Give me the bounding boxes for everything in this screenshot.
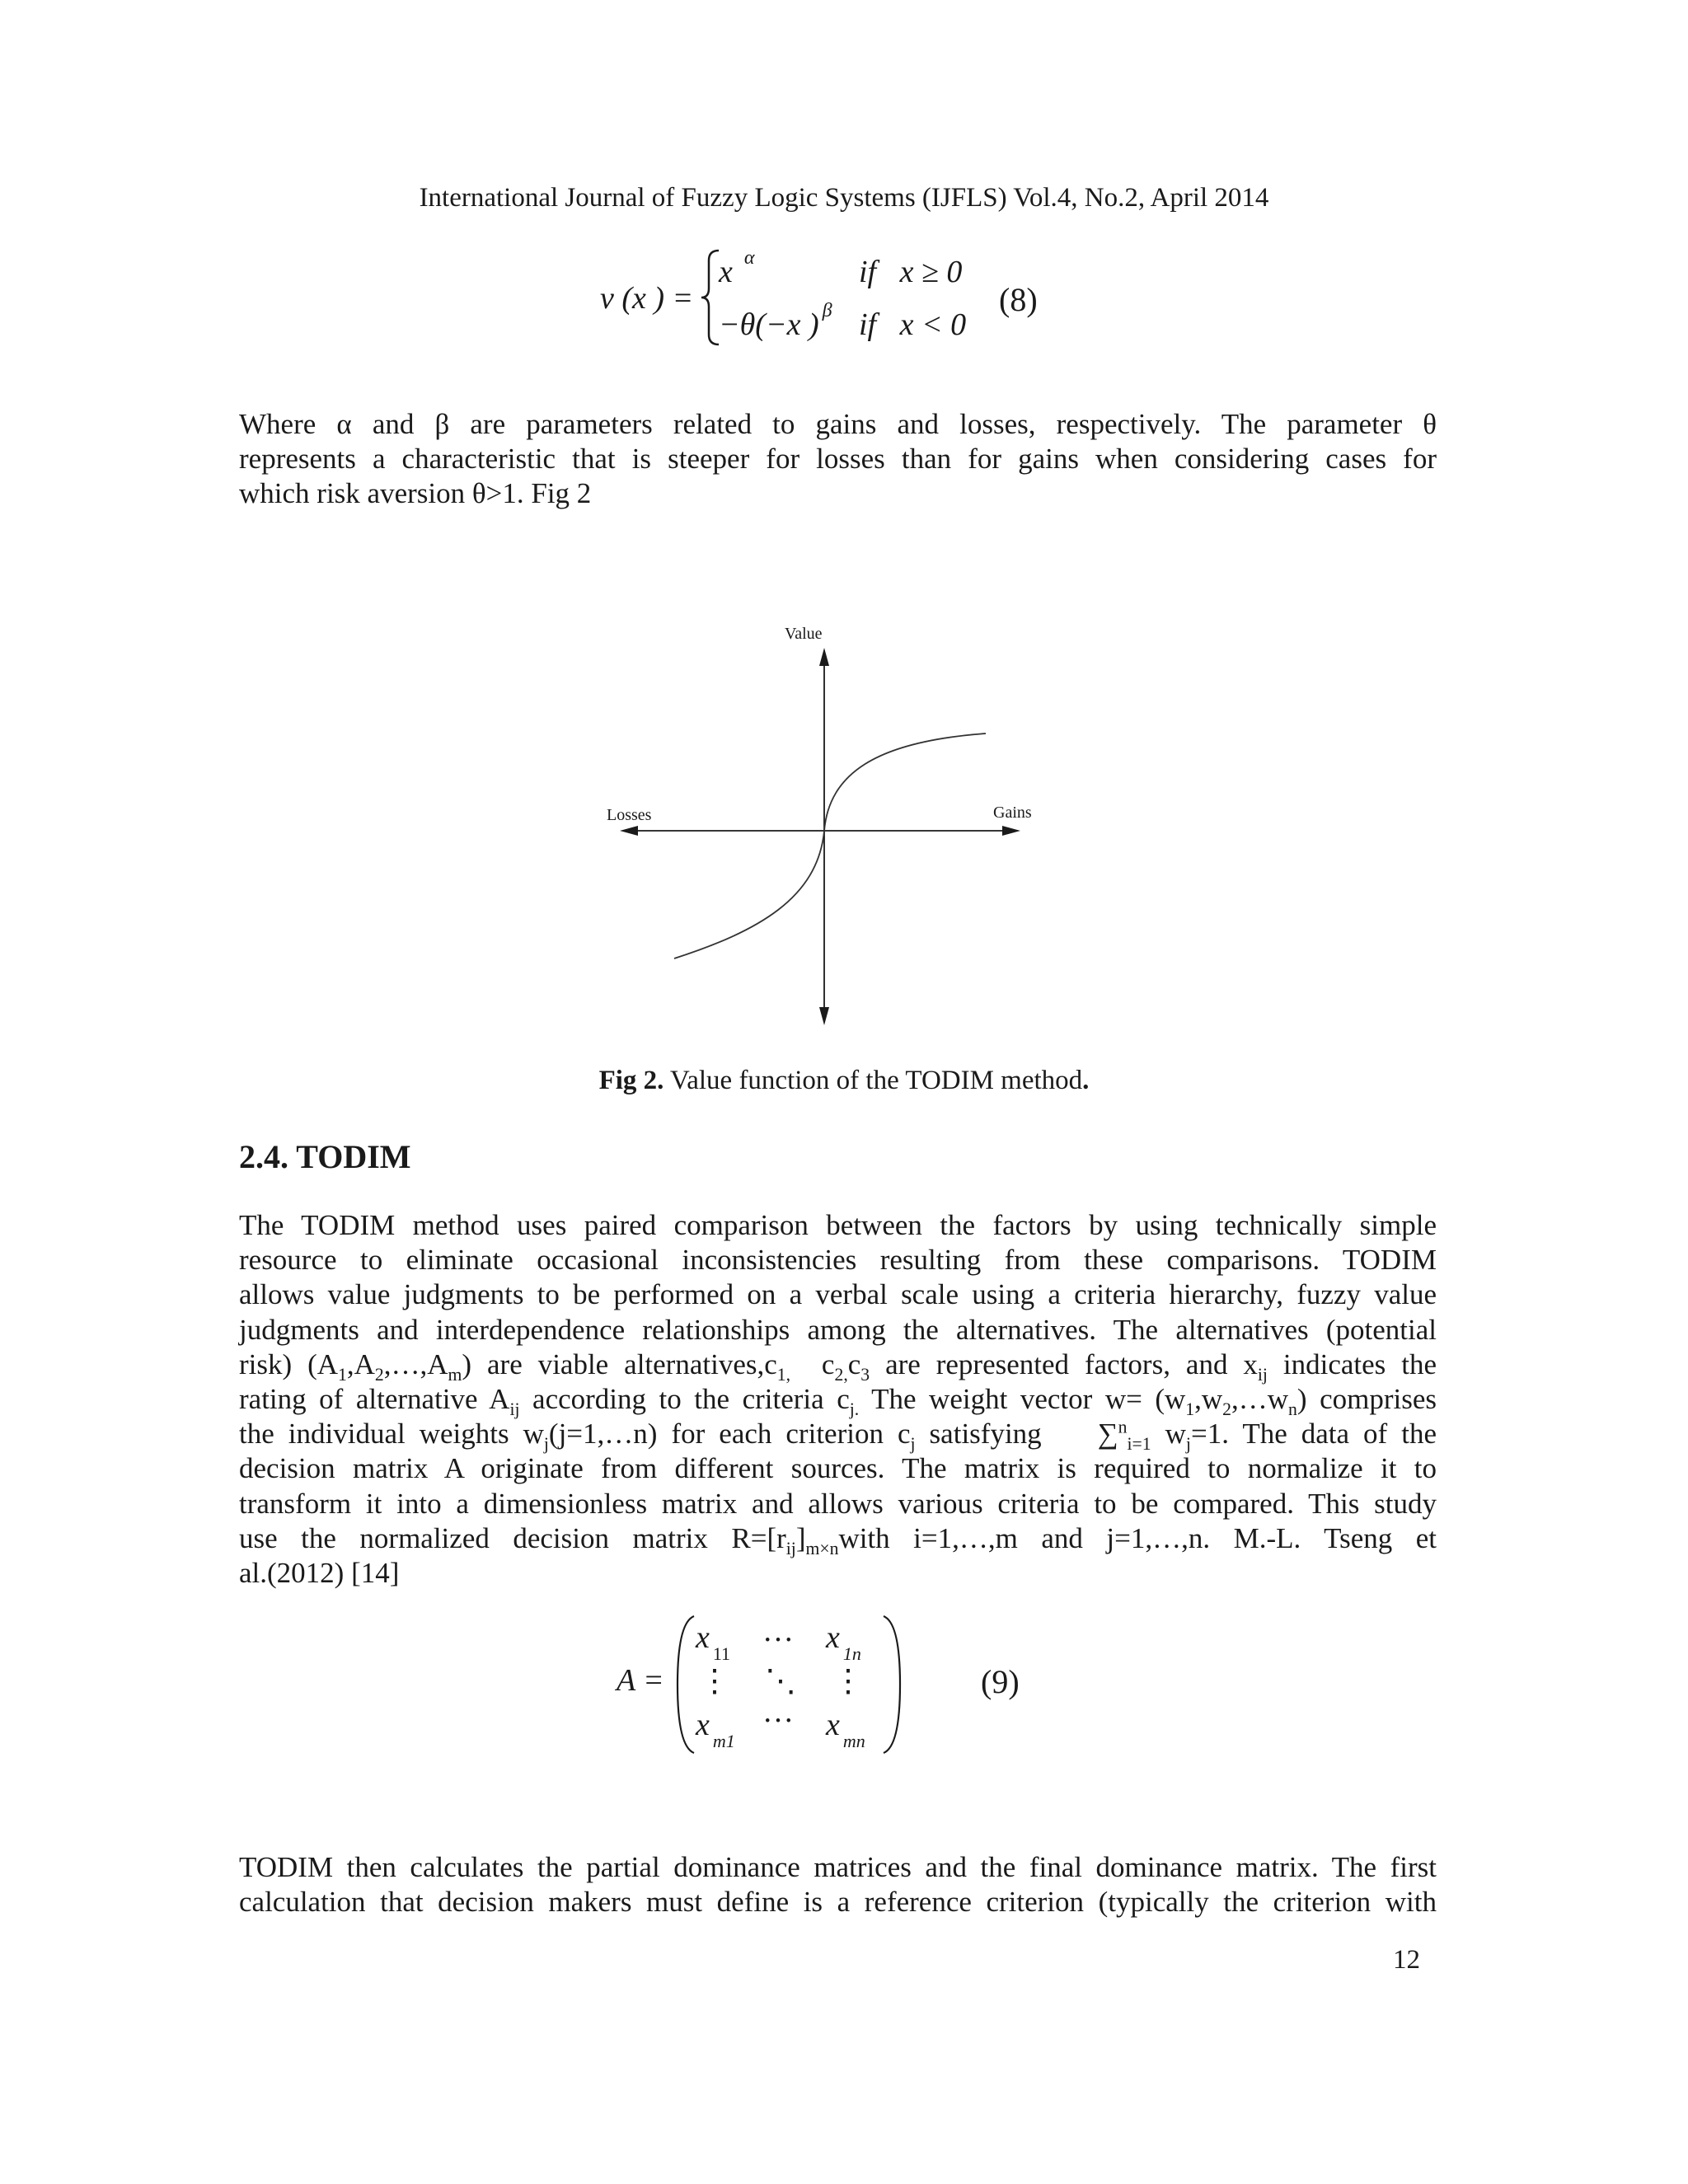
eq8-case2-expr: −θ(−x ) $^\beta$ (719, 300, 832, 342)
equation-8 (593, 247, 1088, 354)
matrix-ddots: ⋱ (765, 1664, 796, 1699)
text-line: allows value judgments to be performed on a verbal scale using a criteria hierarchy, fuzzy value (239, 1278, 1437, 1311)
matrix-vdots-left: ⋮ (699, 1664, 730, 1699)
text-line: represents a characteristic that is steeper for losses than for gains when considering cases for (239, 443, 1437, 476)
caption-text: Value function of the TODIM method (663, 1066, 1083, 1095)
eq8-case1-expr: x $^\alpha$ (719, 247, 755, 289)
matrix-x11: x $_{11}$ (696, 1620, 731, 1664)
page-number: 12 (1393, 1945, 1420, 1975)
journal-header: International Journal of Fuzzy Logic Systems (IJFLS) Vol.4, No.2, April 2014 (419, 183, 1269, 213)
matrix-x1n: x $_{1n}$ (826, 1620, 861, 1664)
eq9-number: (9) (981, 1663, 1020, 1700)
eq8-number: (8) (999, 281, 1038, 318)
text-line: decision matrix A originate from different sources. The matrix is required to normalize it to (239, 1452, 1437, 1485)
text-line: which risk aversion θ>1. Fig 2 (239, 477, 592, 510)
gains-label: Gains (993, 804, 1032, 822)
text-line: transform it into a dimensionless matrix and allows various criteria to be compared. This study (239, 1487, 1437, 1520)
y-axis-label: Value (785, 625, 823, 643)
matrix-xmn: x $_{mn}$ (826, 1708, 865, 1751)
eq8-case1-cond: if x ≥ 0 (859, 255, 963, 289)
eq9-lhs: A = (617, 1663, 664, 1698)
equation-9 (610, 1611, 1071, 1760)
text-line: resource to eliminate occasional inconsistencies resulting from these comparisons. TODIM (239, 1244, 1437, 1277)
text-line: TODIM then calculates the partial dominance matrices and the final dominance matrix. The first (239, 1851, 1437, 1883)
text-line: judgments and interdependence relationships among the alternatives. The alternatives (potential (239, 1313, 1437, 1346)
text-line: the individual weights $w_j(j=1,\dots n)$ for each criterion $c_j$ satisfying ∑$^n_{i=1}$ $w_j=1$. The data of the (239, 1417, 1437, 1455)
losses-label: Losses (607, 806, 652, 824)
paragraph-todim (239, 1208, 1437, 1591)
matrix-hdots-bottom: … (762, 1694, 794, 1729)
text-line: rating of alternative $A_{ij}$ according to the criteria $c_{j.}$ The weight vector $w= (w_1,w_2,\dots w_n)$ comprises (239, 1383, 1437, 1420)
text-line: calculation that decision makers must define is a reference criterion (typically the criterion with (239, 1886, 1437, 1919)
text-line: al.(2012) [14] (239, 1557, 400, 1590)
text-line: Where α and β are parameters related to gains and losses, respectively. The parameter θ (239, 408, 1437, 440)
paragraph-intro (239, 407, 1437, 512)
y-axis-arrow-up (819, 648, 829, 666)
section-heading: 2.4. TODIM (239, 1138, 411, 1175)
matrix-vdots-right: ⋮ (832, 1664, 864, 1699)
y-axis-arrow-down (819, 1007, 829, 1025)
matrix-left-paren (676, 1615, 696, 1755)
value-curve (674, 733, 986, 958)
text-line: The TODIM method uses paired comparison between the factors by using technically simple (239, 1209, 1437, 1241)
x-axis-arrow-left (620, 826, 638, 836)
caption-period: . (1082, 1066, 1090, 1095)
matrix-right-paren (882, 1615, 902, 1755)
eq8-lhs: v (x ) = (600, 281, 694, 316)
text-line: use the normalized decision matrix $R=[r_{ij}]_{m\times n}with$ i=1,…,m and j=1,…,n. M.-L. Tseng et (239, 1521, 1437, 1558)
matrix-hdots-top: … (762, 1614, 794, 1648)
value-function-plot (577, 618, 1071, 1047)
figure-value-function (577, 618, 1071, 1047)
paragraph-dominance (239, 1850, 1437, 1919)
figure-caption (0, 1066, 1688, 1096)
matrix-xm1: x $_{m1}$ (696, 1708, 735, 1751)
caption-label: Fig 2. (598, 1066, 664, 1095)
eq8-case2-cond: if x < 0 (859, 307, 967, 342)
x-axis-arrow-right (1002, 826, 1020, 836)
text-line: risk) $(A_1,A_2,\dots,A_m)$ are viable $alternatives,c_{1,}$ $c_{2,}c_3$ are represented factors, and $x_{ij}$ indicates the (239, 1347, 1437, 1385)
